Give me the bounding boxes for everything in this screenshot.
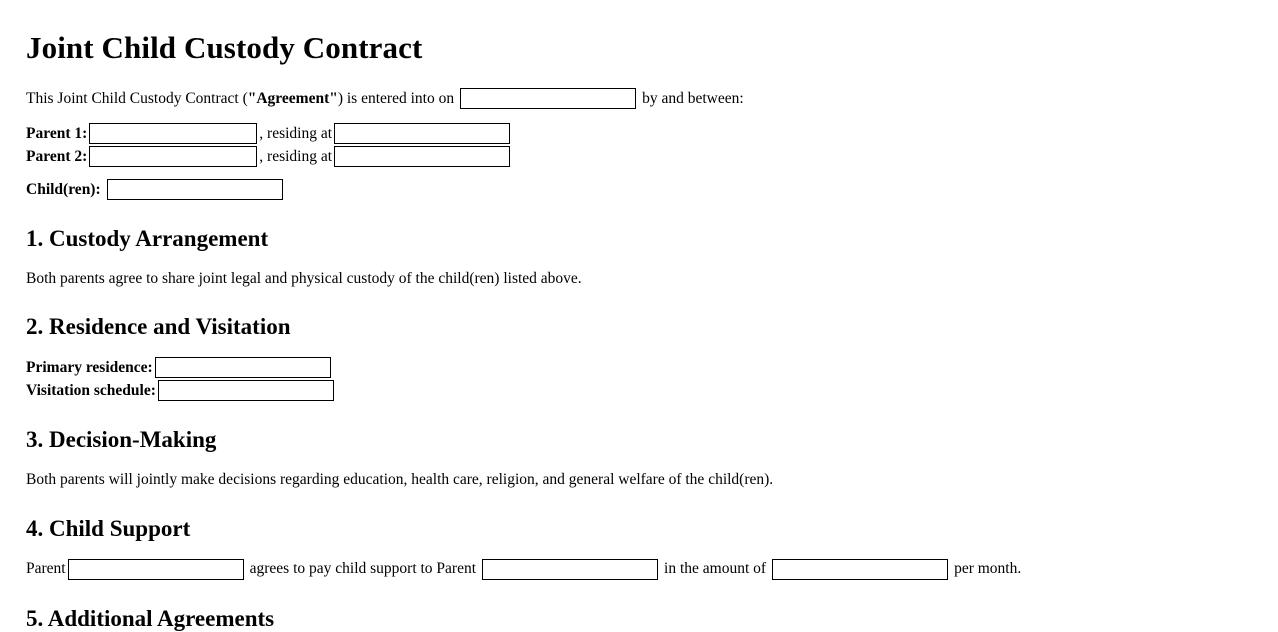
section-body-decision-making: Both parents will jointly make decisions regarding education, health care, religion, and general welfare of the child(ren).: [26, 471, 774, 489]
intro-text-before: This Joint Child Custody Contract (: [26, 89, 248, 107]
agreement-date-input[interactable]: [460, 88, 636, 109]
parent-2-label: Parent 2:: [26, 147, 88, 165]
parent-1-address-input[interactable]: [334, 123, 510, 144]
party-row-2: [26, 146, 1254, 167]
party-row-1: [26, 123, 1254, 144]
primary-residence-label: Primary residence:: [26, 358, 153, 376]
agreement-term: "Agreement": [247, 89, 338, 107]
parent-1-name-input[interactable]: [89, 123, 257, 144]
support-text-1: Parent: [26, 560, 66, 578]
primary-residence-input[interactable]: [155, 357, 331, 378]
primary-residence-row: [26, 357, 1254, 378]
parties-block: [26, 123, 1254, 167]
parent-2-address-input[interactable]: [334, 146, 510, 167]
intro-text-middle: ) is entered into on: [337, 89, 455, 107]
support-text-3: in the amount of: [664, 560, 767, 578]
support-payer-input[interactable]: [68, 559, 244, 580]
support-amount-input[interactable]: [772, 559, 948, 580]
support-payee-input[interactable]: [482, 559, 658, 580]
children-row: [26, 179, 1254, 200]
section-body-custody: Both parents agree to share joint legal and physical custody of the child(ren) listed above.: [26, 270, 582, 287]
section-heading-decision-making: 3. Decision-Making: [26, 427, 217, 453]
children-input[interactable]: [107, 179, 283, 200]
section-heading-additional-agreements: 5. Additional Agreements: [26, 605, 275, 631]
section-heading-residence: 2. Residence and Visitation: [26, 314, 291, 340]
visitation-schedule-input[interactable]: [158, 380, 334, 401]
children-label: Child(ren):: [26, 180, 101, 198]
child-support-row: [26, 559, 1254, 580]
parent-1-label: Parent 1:: [26, 124, 88, 142]
intro-line: [26, 88, 1254, 109]
visitation-schedule-label: Visitation schedule:: [26, 381, 156, 399]
visitation-schedule-row: [26, 380, 1254, 401]
page-title: Joint Child Custody Contract: [26, 30, 423, 65]
section-heading-child-support: 4. Child Support: [26, 515, 191, 541]
section-heading-custody: 1. Custody Arrangement: [26, 226, 269, 251]
parent-2-name-input[interactable]: [89, 146, 257, 167]
support-text-2: agrees to pay child support to Parent: [249, 560, 477, 578]
parent-1-residing-text: , residing at: [259, 124, 333, 142]
intro-text-after: by and between:: [642, 89, 744, 107]
parent-2-residing-text: , residing at: [259, 147, 333, 165]
support-text-4: per month.: [954, 560, 1022, 578]
